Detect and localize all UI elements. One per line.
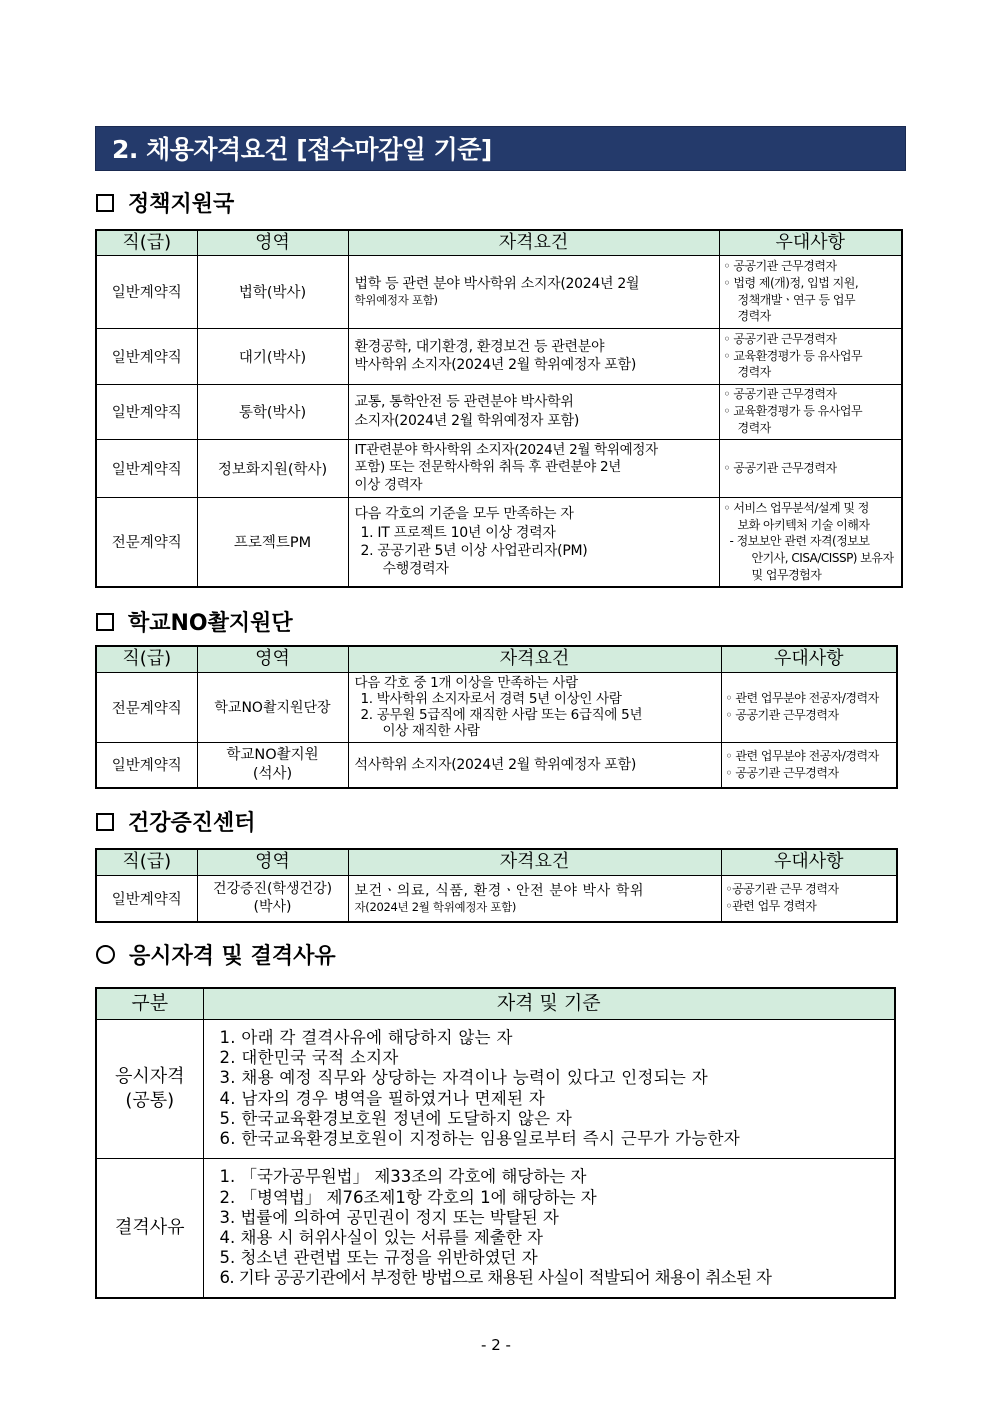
pref-line: ◦ 교육환경평가 등 유사업무: [723, 348, 863, 363]
field-line: (박사): [253, 899, 292, 916]
table-row: [96, 384, 902, 439]
section-title-policy: [96, 187, 234, 218]
qual-line: 교통, 통학안전 등 관련분야 박사학위: [354, 394, 574, 411]
section-heading-bar: [95, 126, 906, 171]
qual-cell: [348, 328, 719, 384]
criteria-item: 5. 한국교육환경보호원 정년에 도달하지 않은 자: [219, 1108, 573, 1128]
pref-cell: [721, 742, 897, 788]
field-line: 건강증진(학생건강): [212, 881, 333, 898]
rank-cell: 일반계약직: [96, 742, 197, 788]
pref-line: ◦ 관련 업무분야 전공자/경력자: [725, 748, 879, 763]
field-cell: 프로젝트PM: [197, 497, 348, 587]
rank-cell: 일반계약직: [96, 875, 197, 922]
pref-line: ◦ 공공기관 근무경력자: [725, 708, 839, 722]
header-rank: 직(급): [96, 646, 197, 672]
field-cell: [197, 742, 348, 788]
category-cell: [96, 1158, 203, 1298]
header-qual: 자격요건: [348, 646, 721, 672]
qual-line: 자(2024년 2월 학위예정자 포함): [354, 899, 517, 914]
section-title-eligibility: [96, 939, 336, 970]
qual-line: 2. 공무원 5급직에 재직한 사람 또는 6급직에 5년: [360, 707, 643, 723]
header-pref: 우대사항: [721, 849, 897, 875]
pref-line: ◦ 공공기관 근무경력자: [723, 331, 837, 346]
pref-cell: [719, 255, 902, 328]
table-row: [96, 439, 902, 497]
qual-cell: [348, 497, 719, 587]
section-title-text: 학교NO촬지원단: [128, 611, 293, 636]
qual-line: 포함) 또는 전문학사학위 취득 후 관련분야 2년: [354, 459, 622, 476]
pref-cell: [719, 497, 902, 587]
header-qual: 자격요건: [348, 230, 719, 255]
qual-line: IT관련분야 학사학위 소지자(2024년 2월 학위예정자: [354, 441, 658, 458]
header-field: 영역: [197, 849, 348, 875]
pref-cell: [721, 672, 897, 742]
category-line: 응시자격: [114, 1066, 185, 1088]
header-qual: 자격요건: [348, 849, 721, 875]
school-table: [95, 645, 898, 789]
policy-table: [95, 229, 903, 588]
pref-line: ◦ 관련 업무분야 전공자/경력자: [725, 691, 879, 706]
qual-line: 1. IT 프로젝트 10년 이상 경력자: [360, 524, 556, 541]
qual-line: 수행경력자: [382, 560, 449, 577]
table-row: [96, 328, 902, 384]
pref-line: 정책개발ㆍ연구 등 업무: [737, 292, 856, 307]
qual-line: 보건ㆍ의료, 식품, 환경ㆍ안전 분야 박사 학위: [354, 882, 645, 899]
pref-line: 경력자: [737, 420, 771, 435]
pref-line: 경력자: [737, 365, 771, 380]
rank-cell: 전문계약직: [96, 672, 197, 742]
pref-line: ◦ 공공기관 근무경력자: [723, 258, 837, 273]
table-header-row: [96, 646, 897, 672]
qual-cell: [348, 255, 719, 328]
checkbox-square-icon: [96, 613, 114, 631]
qual-line: 다음 각호 중 1개 이상을 만족하는 사람: [354, 674, 578, 691]
table-header-row: [96, 849, 897, 875]
field-cell: 대기(박사): [197, 328, 348, 384]
criteria-cell: [203, 1158, 895, 1298]
eligibility-table: [95, 987, 896, 1299]
table-row: [96, 1019, 895, 1158]
category-line: 결격사유: [114, 1217, 185, 1239]
criteria-item: 3. 채용 예정 직무와 상당하는 자격이나 능력이 있다고 인정되는 자: [219, 1068, 708, 1088]
pref-cell: [719, 384, 902, 439]
pref-line: ◦ 공공기관 근무경력자: [723, 460, 837, 475]
header-rank: 직(급): [96, 230, 197, 255]
rank-cell: 일반계약직: [96, 384, 197, 439]
criteria-cell: [203, 1019, 895, 1158]
qual-line: 학위예정자 포함): [354, 293, 438, 308]
rank-cell: 일반계약직: [96, 439, 197, 497]
table-row: [96, 497, 902, 587]
qual-cell: [348, 384, 719, 439]
criteria-item: 1. 아래 각 결격사유에 해당하지 않는 자: [219, 1028, 513, 1048]
rank-cell: 전문계약직: [96, 497, 197, 587]
header-field: 영역: [197, 230, 348, 255]
criteria-item: 1. 「국가공무원법」 제33조의 각호에 해당하는 자: [219, 1167, 587, 1187]
header-field: 영역: [197, 646, 348, 672]
criteria-item: 4. 채용 시 허위사실이 있는 서류를 제출한 자: [219, 1227, 543, 1247]
health-table: [95, 848, 898, 923]
pref-cell: [721, 875, 897, 922]
table-row: [96, 1158, 895, 1298]
criteria-item: 2. 「병역법」 제76조제1항 각호의 1에 해당하는 자: [219, 1187, 597, 1207]
section-title-health: [96, 806, 256, 837]
header-category: 구분: [96, 988, 203, 1019]
pref-line: ◦ 교육환경평가 등 유사업무: [723, 404, 863, 419]
criteria-item: 6. 기타 공공기관에서 부정한 방법으로 채용된 사실이 적발되어 채용이 취소된 자: [219, 1268, 772, 1287]
field-cell: 법학(박사): [197, 255, 348, 328]
pref-line: 경력자: [737, 309, 771, 324]
table-row: [96, 875, 897, 922]
table-header-row: [96, 988, 895, 1019]
qual-cell: [348, 875, 721, 922]
page-number: - 2 -: [481, 1336, 511, 1354]
header-criteria: 자격 및 기준: [203, 988, 895, 1019]
pref-cell: [719, 439, 902, 497]
qual-cell: [348, 742, 721, 788]
pref-line: ◦ 법령 제(개)정, 입법 지원,: [723, 275, 859, 290]
pref-line: - 정보보안 관련 자격(정보보: [729, 534, 870, 549]
pref-line: 및 업무경험자: [751, 567, 822, 582]
section-title-text: 정책지원국: [128, 192, 235, 217]
section-heading: 2. 채용자격요건 [접수마감일 기준]: [112, 135, 492, 164]
checkbox-square-icon: [96, 813, 114, 831]
criteria-item: 4. 남자의 경우 병역을 필하였거나 면제된 자: [219, 1088, 546, 1108]
category-cell: [96, 1019, 203, 1158]
header-pref: 우대사항: [719, 230, 902, 255]
field-cell: [197, 875, 348, 922]
criteria-item: 2. 대한민국 국적 소지자: [219, 1048, 399, 1068]
qual-line: 2. 공공기관 5년 이상 사업관리자(PM): [360, 542, 588, 559]
section-title-text: 응시자격 및 결격사유: [129, 944, 336, 969]
qual-line: 이상 경력자: [354, 476, 423, 493]
qual-line: 법학 등 관련 분야 박사학위 소지자(2024년 2월: [354, 275, 640, 292]
checkbox-square-icon: [96, 194, 114, 212]
header-pref: 우대사항: [721, 646, 897, 672]
pref-cell: [719, 328, 902, 384]
circle-bullet-icon: [96, 945, 115, 964]
field-line: 학교NO촬지원: [226, 746, 319, 763]
qual-line: 1. 박사학위 소지자로서 경력 5년 이상인 사람: [360, 690, 622, 707]
qual-cell: [348, 439, 719, 497]
criteria-item: 3. 법률에 의하여 공민권이 정지 또는 박탈된 자: [219, 1207, 559, 1227]
qual-line: 석사학위 소지자(2024년 2월 학위예정자 포함): [354, 756, 637, 773]
pref-line: ◦ 공공기관 근무경력자: [725, 765, 839, 780]
qual-line: 소지자(2024년 2월 학위예정자 포함): [354, 412, 579, 429]
table-row: [96, 742, 897, 788]
criteria-item: 6. 한국교육환경보호원이 지정하는 임용일로부터 즉시 근무가 가능한자: [219, 1128, 741, 1148]
pref-line: ◦ 공공기관 근무경력자: [723, 387, 837, 402]
header-rank: 직(급): [96, 849, 197, 875]
criteria-item: 5. 청소년 관련법 또는 규정을 위반하였던 자: [219, 1247, 538, 1267]
pref-line: ◦ 서비스 업무분석/설계 및 정: [723, 500, 869, 515]
category-line: (공통): [125, 1089, 175, 1111]
pref-line: ◦공공기관 근무 경력자: [725, 882, 839, 897]
section-title-school: [96, 606, 293, 637]
section-title-text: 건강증진센터: [128, 811, 256, 836]
field-cell: 정보화지원(학사): [197, 439, 348, 497]
rank-cell: 일반계약직: [96, 328, 197, 384]
rank-cell: 일반계약직: [96, 255, 197, 328]
pref-line: 안기사, CISA/CISSP) 보유자: [751, 551, 894, 566]
pref-line: ◦관련 업무 경력자: [725, 899, 817, 914]
qual-line: 박사학위 소지자(2024년 2월 학위예정자 포함): [354, 357, 637, 373]
qual-line: 환경공학, 대기환경, 환경보건 등 관련분야: [354, 338, 605, 355]
field-line: (석사): [252, 765, 293, 782]
table-header-row: [96, 230, 902, 255]
qual-line: 이상 재직한 사람: [382, 723, 480, 740]
table-row: [96, 672, 897, 742]
qual-line: 다음 각호의 기준을 모두 만족하는 자: [354, 506, 574, 523]
field-cell: 학교NO촬지원단장: [197, 672, 348, 742]
pref-line: 보화 아키텍처 기술 이해자: [737, 517, 870, 532]
qual-cell: [348, 672, 721, 742]
field-cell: 통학(박사): [197, 384, 348, 439]
table-row: [96, 255, 902, 328]
